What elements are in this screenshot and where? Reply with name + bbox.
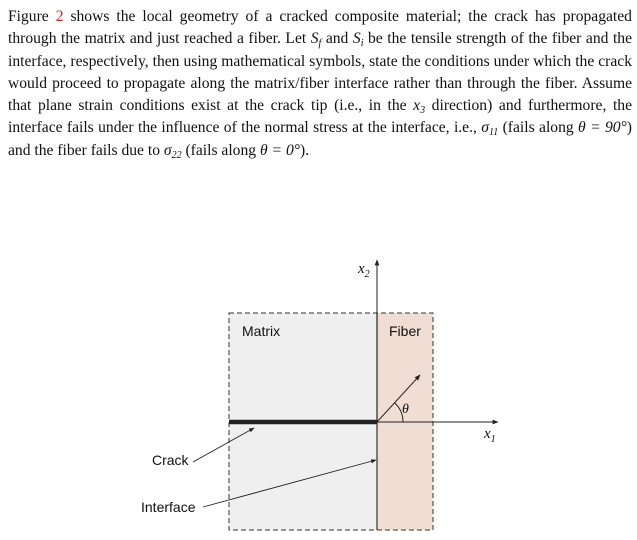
interface-label: Interface: [141, 499, 196, 515]
text-segment: (fails along: [498, 119, 579, 137]
text-segment: Figure: [8, 8, 56, 25]
math-sf: $S_f$: [310, 30, 322, 50]
math-x3: $x_3$: [413, 97, 426, 117]
text-segment: ) and the fiber fails due to: [8, 119, 632, 159]
math-theta-0: θ = 0°: [259, 141, 300, 159]
figure-ref-link[interactable]: 2: [55, 8, 64, 25]
text-segment: and: [321, 30, 353, 48]
math-sigma22: $\sigma_{22}$: [163, 141, 182, 161]
math-sigma11: $\sigma_{11}$: [481, 119, 499, 139]
matrix-label: Matrix: [242, 323, 281, 339]
text-segment: ).: [300, 141, 310, 159]
text-segment: (fails along: [181, 141, 260, 159]
math-si: $S_i$: [352, 30, 364, 50]
text-segment: be the tensile strength of the fiber and the interface, respectively, then using mathematical symbols, state the conditions under which the crack would proceed to propagate along the matrix/fiber interface rather than through the fiber. Assume that plane strain conditions exist at the crack tip (i.e., in the: [8, 30, 632, 115]
fiber-label: Fiber: [389, 323, 421, 339]
text-segment: direction) and furthermore, the interface fails under the influence of the normal stress at the interface, i.e.,: [8, 97, 633, 137]
crack-label: Crack: [152, 452, 189, 468]
text-segment: shows the local geometry of a cracked composite material; the crack has propagated through the matrix and just reached a fiber. Let: [8, 8, 632, 48]
theta-label: θ: [402, 402, 409, 417]
math-theta-90: θ = 90°: [578, 119, 627, 137]
x2-axis-label: $x_2$: [358, 261, 370, 280]
x1-axis-label: $x_1$: [484, 426, 496, 445]
